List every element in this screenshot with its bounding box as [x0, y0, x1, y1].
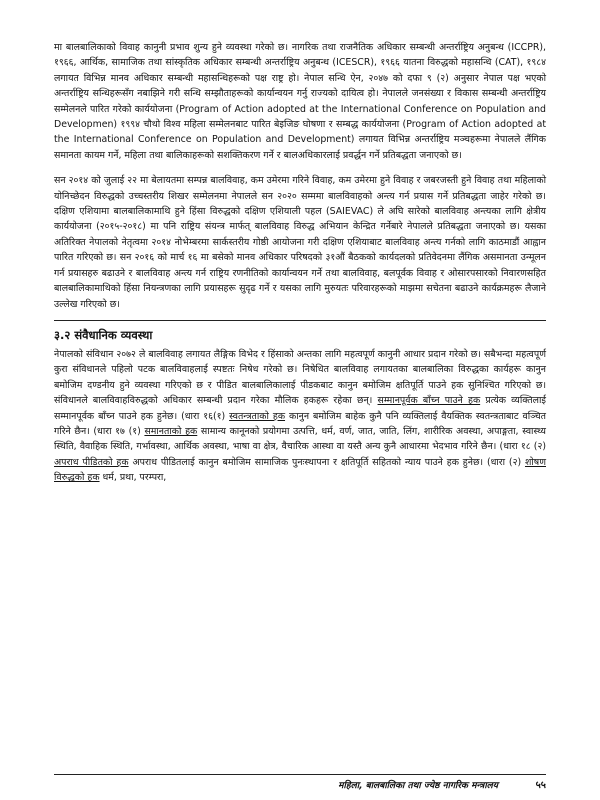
right-against-exploitation: शोषण विरुद्धको हक: [54, 456, 546, 484]
section-divider: [54, 320, 546, 321]
text-segment: धर्म, प्रथा, परम्परा,: [99, 472, 167, 484]
right-dignified-life: सम्मानपूर्वक बाँच्न पाउने हक: [377, 395, 481, 407]
page-number: ५५: [535, 780, 546, 791]
page-footer: [54, 774, 546, 791]
ministry-name: महिला, बालबालिका तथा ज्येष्ठ नागरिक मन्त्रालय: [338, 781, 498, 791]
paragraph-treaties: मा बालबालिकाको विवाह कानुनी प्रभाव शुन्य हुने व्यवस्था गरेको छ। नागरिक तथा राजनैतिक अधिकार सम्बन्धी अन्तर्राष्ट्रिय अनुबन्ध (ICCPR), १९६६, आर्थिक, सामाजिक तथा सांस्कृतिक अधिकार सम्बन्धी अन्तर्राष्ट्रिय अनुबन्ध (ICESCR), १९६६ यातना विरुद्धको महासन्धि (CAT), १९८४ लगायत विभिन्न मानव अधिकार सम्बन्धी महासन्धिहरूको पक्ष राष्ट्र हो। नेपाल सन्धि ऐन, २०४७ को दफा ९ (२) अनुसार नेपाल पक्ष भएको अन्तर्राष्ट्रिय सन्धिहरूसँग नबाझिने गरी सन्धि सम्झौताहरूको कार्यान्वयन गर्नु राज्यको दायित्व हो। नेपालले जनसंख्या र विकास सम्बन्धी अन्तर्राष्ट्रिय सम्मेलनले पारित गरेको कार्ययोजना (Program of Action adopted at the International Conference on Population and Developmen) १९९४ चौथो विश्व महिला सम्मेलनबाट पारित बेइजिङ घोषणा र सम्बद्ध कार्ययोजना (Program of Action adopted at the International Conference on Population and Development) लगायत विभिन्न अन्तर्राष्ट्रिय मञ्चहरूमा नेपालले लैंगिक समानता कायम गर्ने, महिला तथा बालिकाहरूको सशक्तिकरण गर्ने र बालअधिकारलाई प्रवर्द्धन गर्ने प्रतिबद्धता जनाएको छ।: [54, 42, 546, 161]
right-freedom: स्वतन्त्रताको हक: [229, 410, 286, 422]
paragraph-commitments: सन २०१४ को जुलाई २२ मा बेलायतमा सम्पन्न बालविवाह, कम उमेरमा गरिने विवाह, कम उमेरमा हुने विवाह र जबरजस्ती हुने विवाह तथा महिलाको योनिच्छेदन विरुद्धको उच्चस्तरीय शिखर सम्मेलनमा नेपालले सन २०२० सम्ममा बालविवाहको अन्त्य गर्न प्रयास गर्ने प्रतिबद्धता जाहेर गरेको छ। दक्षिण एशियामा बालबालिकामाथि हुने हिंसा विरुद्धको दक्षिण एशियाली पहल (SAIEVAC) ले अघि सारेको बालविवाह अन्त्यका लागि क्षेत्रीय कार्ययोजना (२०१५-२०१८) मा पनि राष्ट्रिय संयन्त्र मार्फत् बालविवाह विरुद्ध अभियान केन्द्रित गर्नेबारे नेपालले प्रतिबद्धता जनाएको छ। यसका अतिरिक्त नेपालको नेतृत्वमा २०१४ नोभेम्बरमा सार्कस्तरीय गोष्ठी आयोजना गरी दक्षिण एशियाबाट बालविवाह अन्त्य गर्नको लागि काठमाडौं आह्वान पारित गरिएको छ। सन २०१६ को मार्च १६ मा बसेको मानव अधिकार परिषदको ३१औं बैठकको कार्यदलको प्रतिवेदनमा लैंगिक असमानता उन्मूलन गर्न प्रयासहरु बढाउने र बालविवाह अन्त्य गर्न राष्ट्रिय रणनीतिको कार्यान्वयन गर्ने तथा बालविवाह, बलपूर्वक विवाह र ओसारपसारको निवारणसहित बालबालिकामाथिको हिंसा नियन्त्रणका लागि प्रयासहरू सुदृढ गर्ने र यसका लागि मुरुयतः परिवारहरूको माझमा सचेतना बढाउने कार्यक्रमहरू लैजाने उल्लेख गरिएको छ।: [54, 175, 546, 310]
section-heading: ३.२ संवैधानिक व्यवस्था: [54, 327, 153, 342]
right-equality: समानताको हक: [144, 425, 198, 437]
paragraph-constitution: [54, 347, 546, 486]
text-segment: कानुन बमोजिम बाहेक कुनै पनि व्यक्तिलाई वैयक्तिक स्वतन्त्रताबाट वञ्चित गरिने छैन। (धारा १७ (१): [54, 410, 546, 437]
text-segment: सामान्य कानूनको प्रयोगमा उत्पत्ति, धर्म, वर्ण, जात, जाति, लिंग, शारीरिक अवस्था, अपाङ्गता, स्वास्थ्य स्थिति, वैवाहिक स्थिति, गर्भावस्था, आर्थिक अवस्था, भाषा वा क्षेत्र, वैचारिक आस्था वा यस्तै अन्य कुनै आधारमा भेदभाव गरिने छैन। (धारा १८ (२): [54, 425, 546, 453]
document-page: [54, 40, 546, 486]
text-segment: अपराध पीडितलाई कानुन बमोजिम सामाजिक पुनःस्थापना र क्षतिपूर्ति सहितको न्याय पाउने हक हुनेछ। (धारा (२): [128, 456, 525, 468]
right-crime-victim: अपराध पीडितको हक: [54, 456, 129, 468]
constitution-intro: नेपालको संविधान २०७२ ले बालविवाह लगायत लैङ्गिक विभेद र हिंसाको अन्तका लागि महत्वपूर्ण कानुनी आधार प्रदान गरेको छ। सबैभन्दा महत्वपूर्ण कुरा संविधानले पहिलो पटक बालविवाहलाई स्पष्टतः निषेध गरेको छ। निषेधित बालविवाह लगायतका बालबालिका विरुद्धका कार्यहरू कानुन बमोजिम दण्डनीय हुने व्यवस्था गरिएको छ र पीडित बालबालिकालाई पीडकबाट कानुन बमोजिम क्षतिपूर्ति पाउने हक सुनिश्चित गरिएको छ। संविधानले बालविवाहविरुद्धको अधिकार सम्बन्धी प्रदान गरेका मौलिक हकहरू रहेका छन्।: [54, 348, 546, 407]
text-segment: प्रत्येक व्यक्तिलाई सम्मानपूर्वक बाँच्न पाउने हक हुनेछ। (धारा १६(१): [54, 395, 547, 422]
